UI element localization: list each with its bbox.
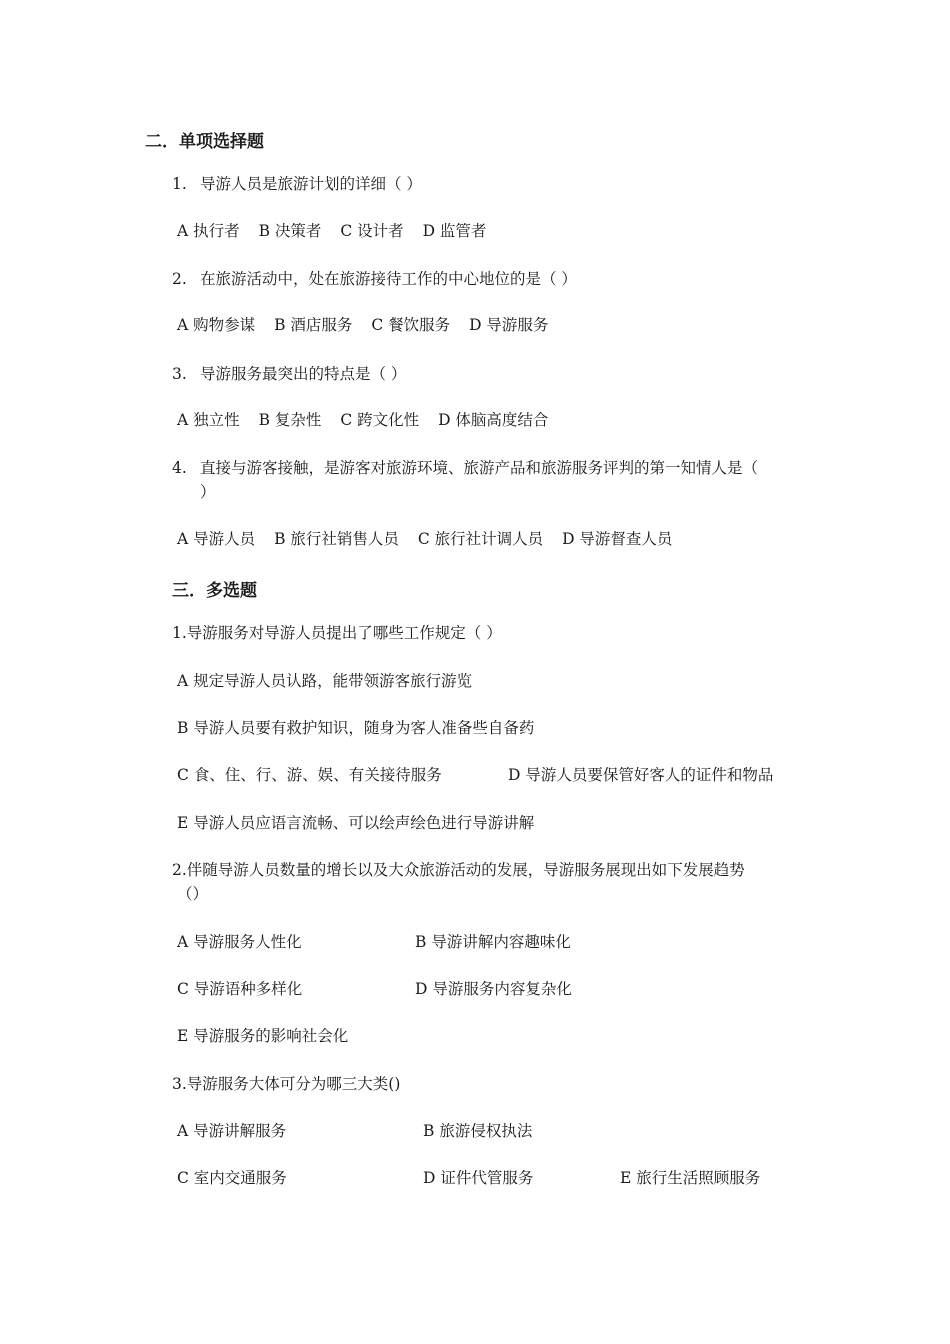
- option: D 体脑高度结合: [438, 411, 549, 429]
- option: C 跨文化性: [340, 411, 420, 429]
- question-text: [172, 456, 758, 480]
- option: A 购物参谋: [177, 316, 256, 334]
- option: A 独立性: [177, 411, 240, 429]
- option: B 酒店服务: [274, 316, 353, 334]
- option: A 导游人员: [177, 530, 256, 548]
- option: B 决策者: [258, 222, 322, 240]
- options-row: [177, 528, 672, 550]
- option: B 复杂性: [258, 411, 322, 429]
- section-heading-single-choice: 二．单项选择题: [145, 132, 264, 152]
- question-number: 4.: [172, 459, 187, 477]
- option: C 室内交通服务: [177, 1169, 287, 1187]
- option: A 导游讲解服务: [177, 1122, 287, 1140]
- option: B 旅行社销售人员: [274, 530, 399, 548]
- option: A 规定导游人员认路，能带领游客旅行游览: [177, 672, 473, 690]
- question-text-continuation: ）: [200, 483, 216, 501]
- options-row: [177, 220, 486, 242]
- question-text-continuation: （）: [177, 885, 209, 903]
- question-body: 直接与游客接触，是游客对旅游环境、旅游产品和旅游服务评判的第一知情人是（: [200, 459, 759, 477]
- option: C 设计者: [340, 222, 404, 240]
- question-body: 在旅游活动中，处在旅游接待工作的中心地位的是（ ）: [200, 270, 577, 288]
- option: D 证件代管服务: [423, 1169, 534, 1187]
- option: E 旅行生活照顾服务: [620, 1169, 761, 1187]
- option: D 导游服务内容复杂化: [415, 980, 572, 998]
- option: D 导游督查人员: [562, 530, 673, 548]
- question-body: 导游人员是旅游计划的详细（ ）: [200, 175, 422, 193]
- option: A 执行者: [177, 222, 240, 240]
- question-number: 2.: [172, 270, 187, 288]
- question-text: 1.导游服务对导游人员提出了哪些工作规定（ ）: [172, 624, 502, 642]
- question-body: 导游服务最突出的特点是（ ）: [200, 365, 407, 383]
- question-text: 3.导游服务大体可分为哪三大类(): [172, 1075, 401, 1093]
- question-number: 3.: [172, 365, 187, 383]
- option: E 导游人员应语言流畅、可以绘声绘色进行导游讲解: [177, 814, 535, 832]
- question-text: [172, 362, 406, 386]
- section-heading-multi-choice: 三．多选题: [172, 581, 257, 601]
- option: D 导游服务: [469, 316, 549, 334]
- question-text: 2.伴随导游人员数量的增长以及大众旅游活动的发展，导游服务展现出如下发展趋势: [172, 861, 745, 879]
- option: E 导游服务的影响社会化: [177, 1027, 349, 1045]
- option: C 旅行社计调人员: [417, 530, 544, 548]
- option: A 导游服务人性化: [177, 933, 302, 951]
- question-number: 1.: [172, 175, 187, 193]
- option: C 导游语种多样化: [177, 980, 303, 998]
- options-row: [177, 314, 548, 336]
- option: D 监管者: [422, 222, 487, 240]
- option: B 导游人员要有救护知识，随身为客人准备些自备药: [177, 719, 535, 737]
- option: C 食、住、行、游、娱、有关接待服务: [177, 766, 442, 784]
- option: B 旅游侵权执法: [423, 1122, 533, 1140]
- option: D 导游人员要保管好客人的证件和物品: [508, 766, 774, 784]
- question-text: [172, 267, 577, 291]
- options-row: [177, 409, 548, 431]
- question-text: [172, 172, 422, 196]
- option: B 导游讲解内容趣味化: [415, 933, 571, 951]
- option: C 餐饮服务: [371, 316, 451, 334]
